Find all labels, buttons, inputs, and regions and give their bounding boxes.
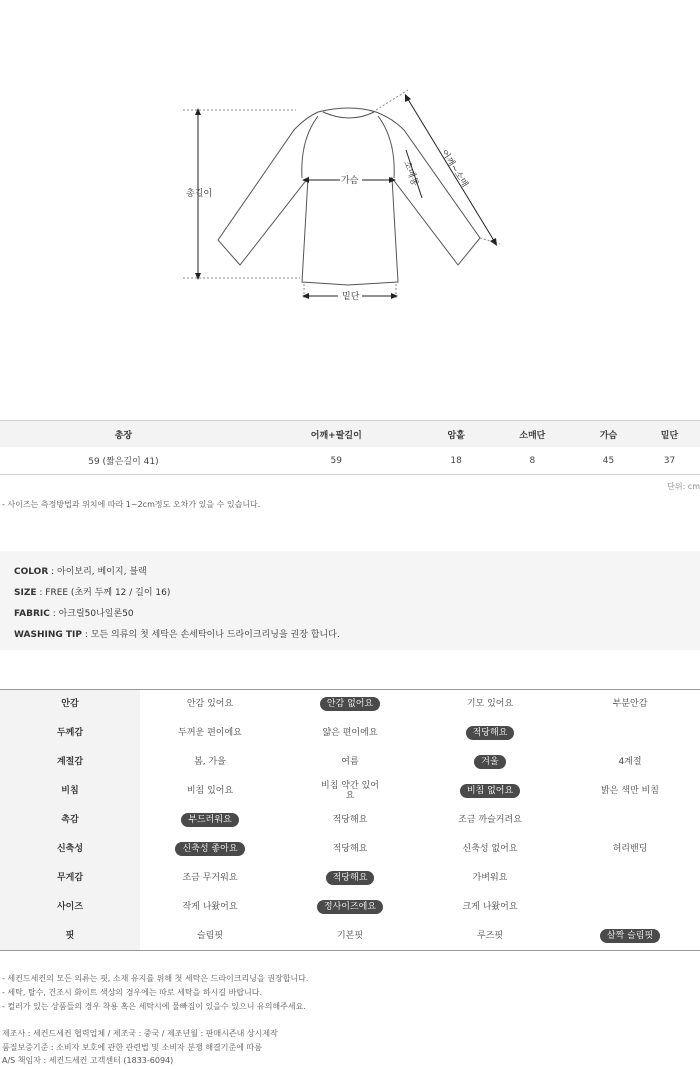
care-notes [2, 972, 308, 1014]
attribute-cell [280, 719, 420, 748]
washing-info [14, 627, 340, 640]
chest-label: 가슴 [341, 176, 359, 186]
fabric-label: FABRIC [14, 609, 50, 619]
attribute-label: 사이즈 [0, 893, 140, 922]
hem-label: 밑단 [342, 292, 360, 302]
attribute-cell [140, 893, 280, 922]
attribute-cell [140, 777, 280, 806]
attribute-option-selected: 정사이즈에요 [317, 900, 383, 914]
care-note: - 세컨드세컨의 모든 의류는 핏, 소재 유지를 위해 첫 세탁은 드라이크리닝을 권장합니다. [2, 974, 309, 983]
attribute-cell [560, 719, 700, 748]
attribute-cell [280, 922, 420, 951]
attribute-option: 신축성 없어요 [462, 844, 518, 854]
attribute-row [0, 777, 700, 806]
attribute-option: 안감 있어요 [186, 699, 234, 710]
attribute-cell [140, 864, 280, 893]
attribute-option: 적당해요 [332, 844, 368, 854]
manufacturer-info [2, 1027, 278, 1068]
care-note: - 세탁, 탈수, 건조시 화이트 색상의 경우에는 따로 세탁을 하시길 바랍니다. [2, 988, 263, 997]
header-shoulder-arm: 어깨+팔길이 [247, 421, 426, 448]
as-line: A/S 책임자 : 세컨드세컨 고객센터 (1833-6094) [2, 1056, 174, 1065]
size-table [0, 420, 700, 475]
value-armhole: 18 [426, 447, 487, 475]
size-note: - 사이즈는 측정방법과 위치에 따라 1~2cm정도 오차가 있을 수 있습니다. [2, 500, 261, 509]
attribute-cell [280, 748, 420, 777]
attribute-option: 비침 있어요 [186, 786, 234, 796]
attribute-row [0, 864, 700, 893]
quality-line: 품질보증기준 : 소비자 보호에 관한 관련법 및 소비자 분쟁 해결기준에 따름 [2, 1042, 262, 1052]
size-table-row [0, 447, 700, 475]
attribute-cell [420, 690, 560, 719]
attribute-option: 루즈핏 [476, 930, 504, 941]
attribute-cell [560, 893, 700, 922]
attribute-cell [560, 864, 700, 893]
attribute-option: 크게 나왔어요 [462, 902, 518, 912]
attribute-option: 작게 나왔어요 [182, 902, 238, 912]
attribute-label: 촉감 [0, 806, 140, 835]
garment-diagram [0, 0, 700, 400]
attribute-cell [420, 748, 560, 777]
value-total-length: 59 (짧은길이 41) [0, 447, 247, 475]
fabric-value: : 아크릴50나일론50 [49, 609, 134, 619]
attribute-option: 조금 까슬거려요 [458, 815, 522, 825]
attribute-cell [140, 922, 280, 951]
attribute-cell [420, 719, 560, 748]
attribute-cell [420, 835, 560, 864]
value-hem: 37 [639, 447, 700, 475]
attribute-option: 비침 약간 있어요 [321, 781, 379, 801]
attribute-row [0, 719, 700, 748]
attribute-option-selected: 신축성 좋아요 [175, 842, 244, 856]
attribute-option: 봄, 가을 [194, 757, 226, 767]
attribute-row [0, 806, 700, 835]
attribute-cell [280, 690, 420, 719]
attribute-cell [420, 806, 560, 835]
attribute-row [0, 922, 700, 951]
attribute-cell [140, 719, 280, 748]
size-table-header [0, 421, 700, 448]
attribute-cell [560, 748, 700, 777]
attribute-label: 두께감 [0, 719, 140, 748]
value-chest: 45 [578, 447, 639, 475]
attribute-option-selected: 적당해요 [466, 726, 515, 740]
attribute-cell [420, 893, 560, 922]
attribute-option: 얇은 편이에요 [322, 728, 378, 738]
attribute-cell [560, 690, 700, 719]
attribute-option: 두꺼운 편이에요 [178, 728, 242, 738]
attribute-cell [560, 777, 700, 806]
care-note: - 컬러가 있는 상품들의 경우 착용 혹은 세탁시에 물빠짐이 있을수 있으니 유의해주세요. [2, 1002, 306, 1011]
attribute-cell [420, 777, 560, 806]
attribute-cell [280, 777, 420, 806]
attribute-label: 비침 [0, 777, 140, 806]
sleeve-cuff-label: 소매통 [401, 159, 420, 188]
attribute-option: 부분안감 [612, 699, 648, 710]
attribute-option-selected: 살짝 슬림핏 [600, 929, 660, 943]
attribute-option: 슬림핏 [196, 930, 224, 941]
attribute-cell [140, 806, 280, 835]
attribute-cell [140, 748, 280, 777]
manufacturer-line: 제조사 : 세컨드세컨 협력업체 / 제조국 : 중국 / 제조년월 : 판매시즌내 상시제작 [2, 1029, 278, 1038]
attribute-row [0, 893, 700, 922]
attribute-option-selected: 적당해요 [326, 871, 375, 885]
washing-label: WASHING TIP [14, 630, 82, 640]
attribute-option: 가벼워요 [472, 873, 508, 883]
washing-value: : 모든 의류의 첫 세탁은 손세탁이나 드라이크리닝을 권장 합니다. [82, 630, 340, 640]
product-info-box [0, 551, 700, 650]
size-info [14, 585, 170, 598]
attribute-row [0, 690, 700, 719]
attribute-cell [560, 835, 700, 864]
attribute-option: 허리밴딩 [612, 844, 648, 854]
attribute-option: 여름 [341, 757, 359, 767]
attribute-option: 4계절 [618, 757, 642, 767]
value-cuff: 8 [487, 447, 578, 475]
attribute-label: 안감 [0, 690, 140, 719]
header-hem: 밑단 [639, 421, 700, 448]
attribute-label: 신축성 [0, 835, 140, 864]
attribute-cell [280, 893, 420, 922]
attribute-label: 계절감 [0, 748, 140, 777]
attribute-label: 무게감 [0, 864, 140, 893]
unit-label: 단위: cm [667, 482, 700, 491]
attribute-cell [420, 922, 560, 951]
color-label: COLOR [14, 567, 49, 577]
size-value: : FREE (초커 두께 12 / 길이 16) [36, 588, 171, 598]
header-total-length: 총장 [0, 421, 247, 448]
header-armhole: 암홀 [426, 421, 487, 448]
attribute-option: 조금 무거워요 [182, 873, 238, 883]
value-shoulder-arm: 59 [247, 447, 426, 475]
attribute-option-selected: 부드러워요 [181, 813, 238, 827]
attribute-row [0, 748, 700, 777]
attribute-cell [280, 835, 420, 864]
color-value: : 아이보리, 베이지, 블랙 [48, 567, 147, 577]
fabric-info [14, 606, 134, 619]
attribute-option-selected: 겨울 [474, 755, 505, 769]
attribute-option-selected: 안감 없어요 [320, 697, 380, 711]
header-chest: 가슴 [578, 421, 639, 448]
attribute-option: 적당해요 [332, 815, 368, 825]
attribute-option: 기본핏 [336, 930, 364, 941]
header-cuff: 소매단 [487, 421, 578, 448]
attribute-option-selected: 비침 없어요 [460, 784, 520, 798]
attribute-cell [280, 864, 420, 893]
attribute-cell [140, 835, 280, 864]
attribute-cell [420, 864, 560, 893]
size-label: SIZE [14, 588, 37, 598]
attribute-option: 기모 있어요 [466, 699, 514, 710]
shoulder-sleeve-label: 어깨~소매 [438, 148, 470, 190]
color-info [14, 564, 147, 577]
attribute-option: 밝은 색만 비침 [601, 786, 659, 796]
attribute-cell [560, 922, 700, 951]
garment-outline [218, 108, 480, 285]
attribute-cell [560, 806, 700, 835]
attribute-cell [280, 806, 420, 835]
attribute-table [0, 689, 700, 951]
attribute-cell [140, 690, 280, 719]
attribute-row [0, 835, 700, 864]
attribute-label: 핏 [0, 922, 140, 951]
total-length-label: 총길이 [186, 189, 213, 199]
